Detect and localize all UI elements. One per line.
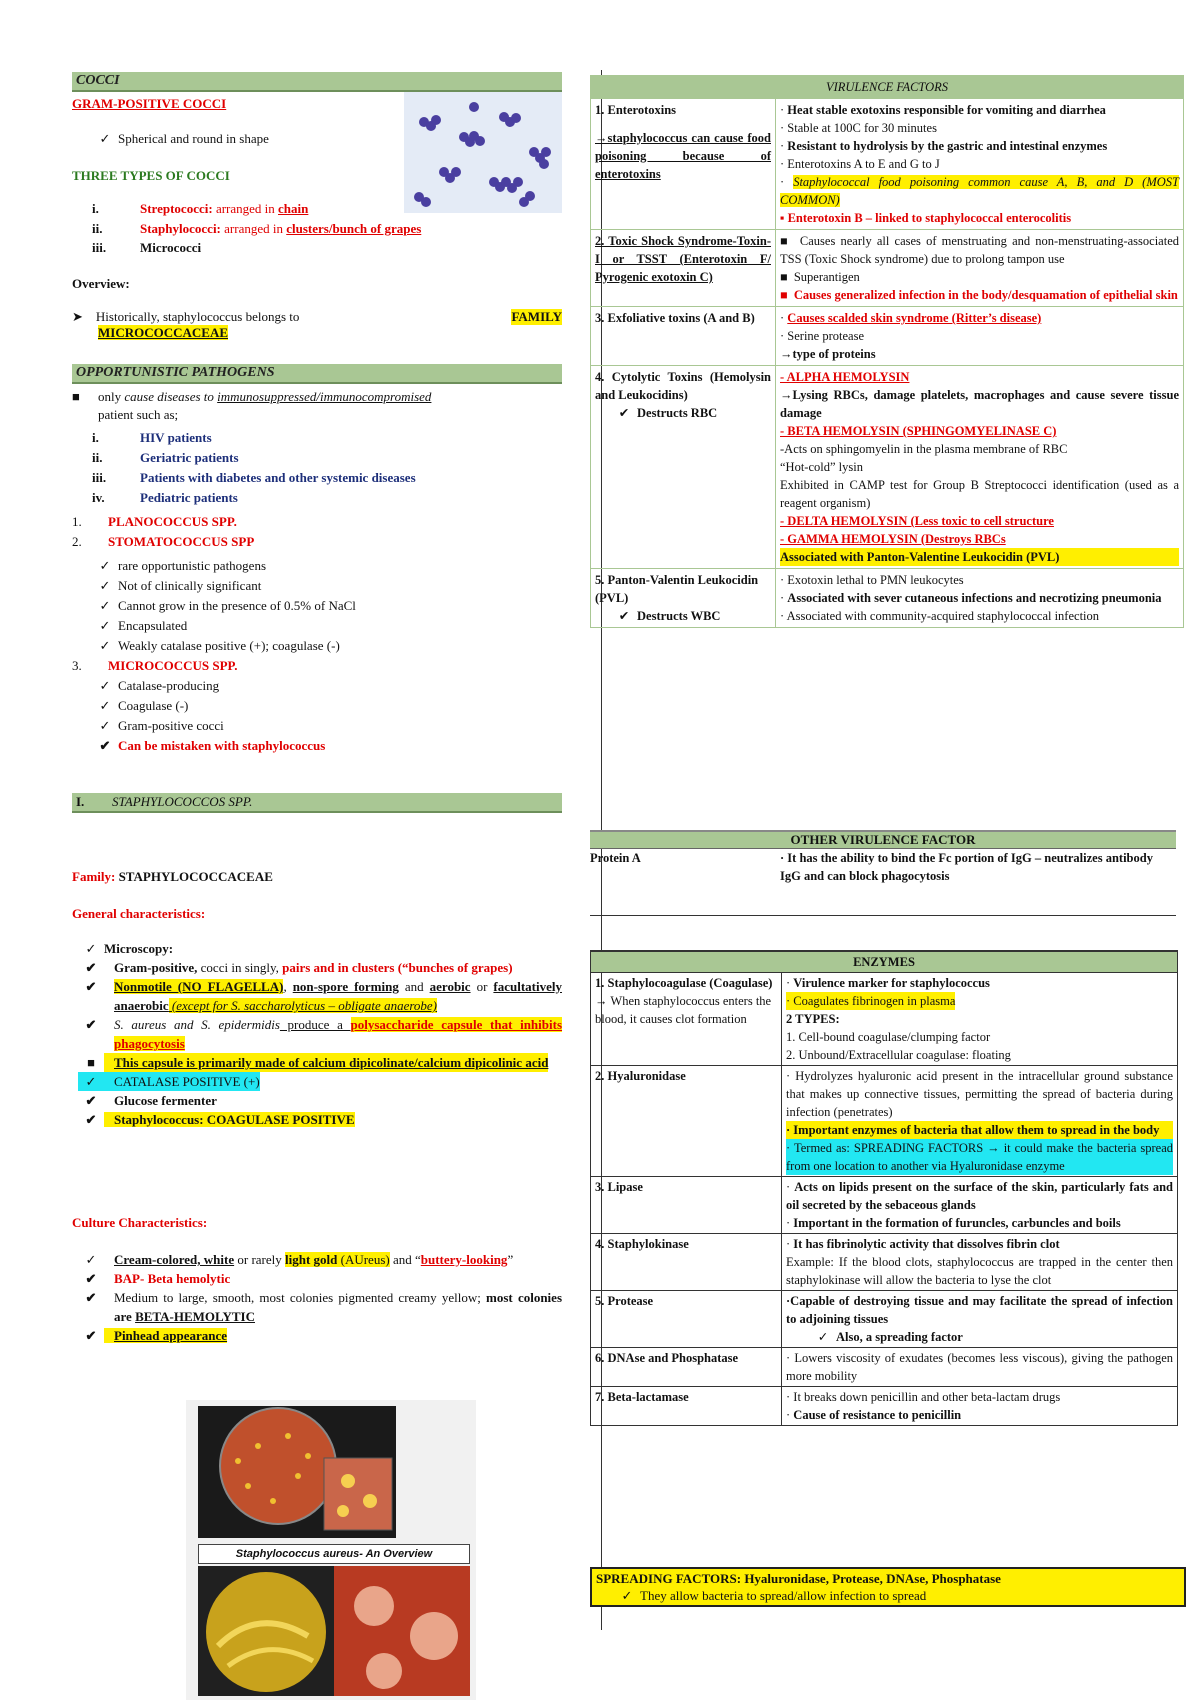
opportunistic-intro: ■ only cause diseases to immunosuppressed/immunocompromised patient such as; xyxy=(72,389,432,422)
overview-text: ➤ Historically, staphylococcus belongs to FAMILY MICROCOCCACEAE xyxy=(72,309,562,340)
table-row: 3. Lipase · Acts on lipids present on the surface of the skin, particularly fats and oil secreted by the sebaceous glands · Important in the formation of furuncles, carbuncles and boils xyxy=(591,1177,1178,1234)
spherical-item: ✓ Spherical and round in shape xyxy=(99,131,269,146)
list-item: ii. Geriatric patients xyxy=(92,450,239,465)
image-caption: Staphylococcus aureus- An Overview xyxy=(198,1544,470,1564)
table-row: 4. Cytolytic Toxins (Hemolysin and Leukocidins) ✔ Destructs RBC - ALPHA HEMOLYSIN →Lysing RBCs, damage platelets, macrophages and cause severe tissue damage - BETA HEMOLYSIN (SPHINGOMYELINASE C) -Acts on sphingomyelin in the plasma membrane of RBC “Hot-cold” lysin Exhibited in CAMP test for Group B Streptococci identification (used as a reagent organism) - DELTA HEMOLYSIN (Less toxic to cell structure - GAMMA HEMOLYSIN (Destroys RBCs Associated with Panton-Valentine Leukocidin (PVL) xyxy=(591,366,1184,569)
list-item: iii. Patients with diabetes and other systemic diseases xyxy=(92,470,416,485)
culture-photos xyxy=(198,1566,470,1696)
three-types-title: THREE TYPES OF COCCI xyxy=(72,168,230,183)
protein-a-label: Protein A xyxy=(590,851,641,865)
enzymes-table xyxy=(590,950,1178,1426)
other-virulence-section xyxy=(590,830,1176,916)
enzymes-header: ENZYMES xyxy=(591,951,1178,973)
table-row: 7. Beta-lactamase · It breaks down penicillin and other beta-lactam drugs · Cause of resistance to penicillin xyxy=(591,1387,1178,1426)
gram-positive-title: GRAM-POSITIVE COCCI xyxy=(72,96,227,111)
protein-a-desc: · It has the ability to bind the Fc portion of IgG – neutralizes antibody IgG and can block phagocytosis xyxy=(780,851,1153,883)
cocci-header: COCCI xyxy=(72,72,562,92)
table-row: 2. Hyaluronidase · Hydrolyzes hyaluronic acid present in the intracellular ground substance that makes up connective tissues, permitting the spread of bacteria during infection (penetrates) · Important enzymes of bacteria that allow them to spread in the body · Termed as: SPREADING FACTORS → it could make the bacteria spread from one location to another via Hyaluronidase enzyme xyxy=(591,1066,1178,1177)
table-row: 2. Toxic Shock Syndrome-Toxin-I or TSST (Enterotoxin F/ Pyrogenic exotoxin C) ■ Causes nearly all cases of menstruating and non-menstruating-associated TSS (Toxic Shock syndrome) due to prolong tampon use ■ Superantigen ■ Causes generalized infection in the body/desquamation of epithelial skin xyxy=(591,230,1184,307)
colony-closeup-image xyxy=(334,1566,470,1696)
table-row: 1. Enterotoxins →staphylococcus can cause food poisoning because of enterotoxins · Heat stable exotoxins responsible for vomiting and diarrhea · Stable at 100C for 30 minutes · Resistant to hydrolysis by the gastric and intestinal enzymes · Enterotoxins A to E and G to J · Staphylococcal food poisoning common cause A, B, and D (MOST COMMON) ▪ Enterotoxin B – linked to staphylococcal enterocolitis xyxy=(591,99,1184,230)
other-virulence-header: OTHER VIRULENCE FACTOR xyxy=(590,830,1176,849)
type-item: i. Streptococci: arranged in chain xyxy=(92,201,309,216)
stomato-list: ✓ rare opportunistic pathogens ✓ Not of clinically significant ✓ Cannot grow in the presence of 0.5% of NaCl ✓ Encapsulated ✓ Weakly catalase positive (+); coagulase (-) xyxy=(99,558,356,653)
virulence-header: VIRULENCE FACTORS xyxy=(591,76,1184,99)
general-characteristics-list: ✓ Microscopy: ✔ Gram-positive, cocci in singly, pairs and in clusters (“bunches of grapes) ✔ Nonmotile (NO FLAGELLA), non-spore forming and aerobic or facultatively anaerobic (except for S. saccharolyticus – obligate anaerobe) ✔ S. aureus and S. epidermidis produce a polysaccharide capsule that inhibits phagocytosis ■ This capsule is primarily made of calcium dipicolinate/calcium dipicolinic acid ✓ CATALASE POSITIVE (+) ✔ Glucose fermenter ✔ Staphylococcus: COAGULASE POSITIVE xyxy=(78,939,562,1129)
spreading-factors-box: SPREADING FACTORS: Hyaluronidase, Protease, DNAse, Phosphatase ✓ They allow bacteria to spread/allow infection to spread xyxy=(590,1567,1186,1607)
table-row: 1. Staphylocoagulase (Coagulase) → When staphylococcus enters the blood, it causes clot formation · Virulence marker for staphylococcus · Coagulates fibrinogen in plasma 2 TYPES: 1. Cell-bound coagulase/clumping factor 2. Unbound/Extracellular coagulase: floating xyxy=(591,973,1178,1066)
staphylococcus-aureus-image xyxy=(186,1400,476,1700)
micrococcus-title: 3. MICROCOCCUS SPP. xyxy=(72,658,238,673)
culture-title: Culture Characteristics: xyxy=(72,1215,208,1230)
culture-list: ✓ Cream-colored, white or rarely light gold (AUreus) and “buttery-looking” ✔ BAP- Beta hemolytic ✔ Medium to large, smooth, most colonies pigmented creamy yellow; most colonies are BETA-HEMOLYTIC ✔ Pinhead appearance xyxy=(85,1252,562,1343)
genus-list: 1. PLANOCOCCUS SPP. 2. STOMATOCOCCUS SPP xyxy=(72,514,255,549)
type-item: iii. Micrococci xyxy=(92,240,202,255)
table-row: 5. Panton-Valentin Leukocidin (PVL) ✔ Destructs WBC · Exotoxin lethal to PMN leukocytes · Associated with sever cutaneous infections and necrotizing pneumonia · Associated with community-acquired staphylococcal infection xyxy=(591,569,1184,628)
type-item: ii. Staphylococci: arranged in clusters/bunch of grapes xyxy=(92,221,422,236)
virulence-factors-table xyxy=(590,75,1184,628)
opportunistic-list xyxy=(92,428,416,508)
family-line: Family: STAPHYLOCOCCACEAE xyxy=(72,869,273,884)
agar-streak-image xyxy=(198,1566,334,1696)
blood-agar-plate-image xyxy=(198,1406,396,1538)
staphylococcus-header: I. STAPHYLOCOCCOS SPP. xyxy=(72,793,562,813)
opportunistic-header: OPPORTUNISTIC PATHOGENS xyxy=(72,364,562,384)
overview-label: Overview: xyxy=(72,276,130,291)
cocci-micrograph-image xyxy=(404,92,562,213)
micrococcus-list: ✓ Catalase-producing ✓ Coagulase (-) ✓ Gram-positive cocci ✔ Can be mistaken with staphylococcus xyxy=(99,678,326,753)
table-row: 5. Protease ·Capable of destroying tissue and may facilitate the spread of infection to adjoining tissues ✓ Also, a spreading factor xyxy=(591,1291,1178,1348)
list-item: iv. Pediatric patients xyxy=(92,490,238,505)
general-characteristics-title: General characteristics: xyxy=(72,906,206,921)
table-row: 6. DNAse and Phosphatase · Lowers viscosity of exudates (becomes less viscous), giving the pathogen more mobility xyxy=(591,1348,1178,1387)
list-item: i. HIV patients xyxy=(92,430,212,445)
table-row: 3. Exfoliative toxins (A and B) · Causes scalded skin syndrome (Ritter’s disease) · Serine protease →type of proteins xyxy=(591,307,1184,366)
table-row: 4. Staphylokinase · It has fibrinolytic activity that dissolves fibrin clot Example: If the blood clots, staphylococcus are trapped in the center then staphylokinase will allow the bacteria to lyse the clot xyxy=(591,1234,1178,1291)
